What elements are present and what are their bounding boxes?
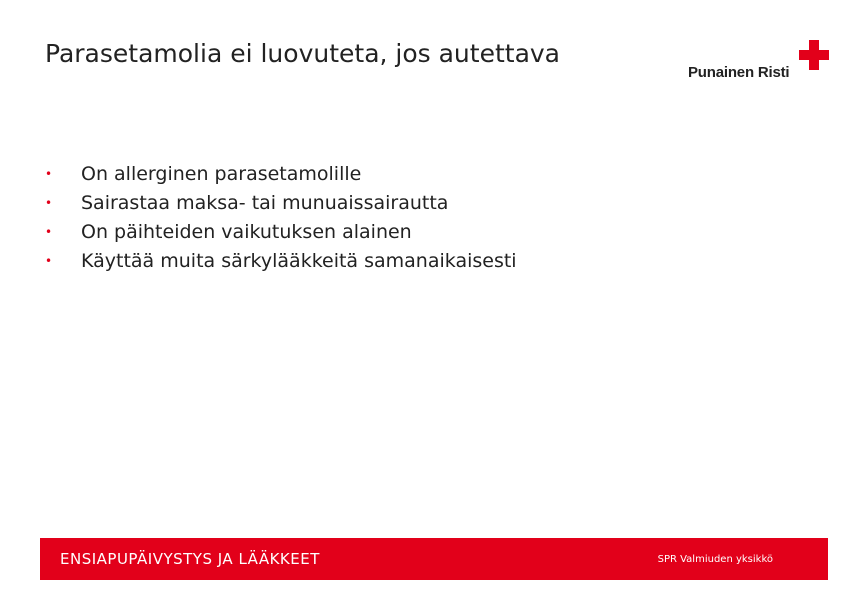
bullet-text: On päihteiden vaikutuksen alainen: [81, 221, 412, 243]
bullet-list: [45, 160, 517, 276]
logo-text: Punainen Risti: [688, 64, 790, 81]
bullet-dot-icon: •: [45, 225, 53, 239]
bullet-dot-icon: •: [45, 254, 53, 268]
footer-unit-name: SPR Valmiuden yksikkö: [657, 554, 773, 565]
footer-bar: [40, 538, 828, 580]
bullet-text: On allerginen parasetamolille: [81, 163, 362, 185]
bullet-dot-icon: •: [45, 196, 53, 210]
slide-title: Parasetamolia ei luovuteta, jos autettava: [45, 39, 561, 68]
red-cross-icon: [799, 40, 829, 70]
bullet-item: [45, 160, 517, 189]
bullet-dot-icon: •: [45, 167, 53, 181]
footer-section-title: ENSIAPUPÄIVYSTYS JA LÄÄKKEET: [60, 550, 320, 568]
bullet-item: [45, 247, 517, 276]
bullet-text: Käyttää muita särkylääkkeitä samanaikaisesti: [81, 250, 517, 272]
bullet-text: Sairastaa maksa- tai munuaissairautta: [81, 192, 449, 214]
bullet-item: [45, 189, 517, 218]
punainen-risti-logo: [688, 40, 830, 88]
bullet-item: [45, 218, 517, 247]
